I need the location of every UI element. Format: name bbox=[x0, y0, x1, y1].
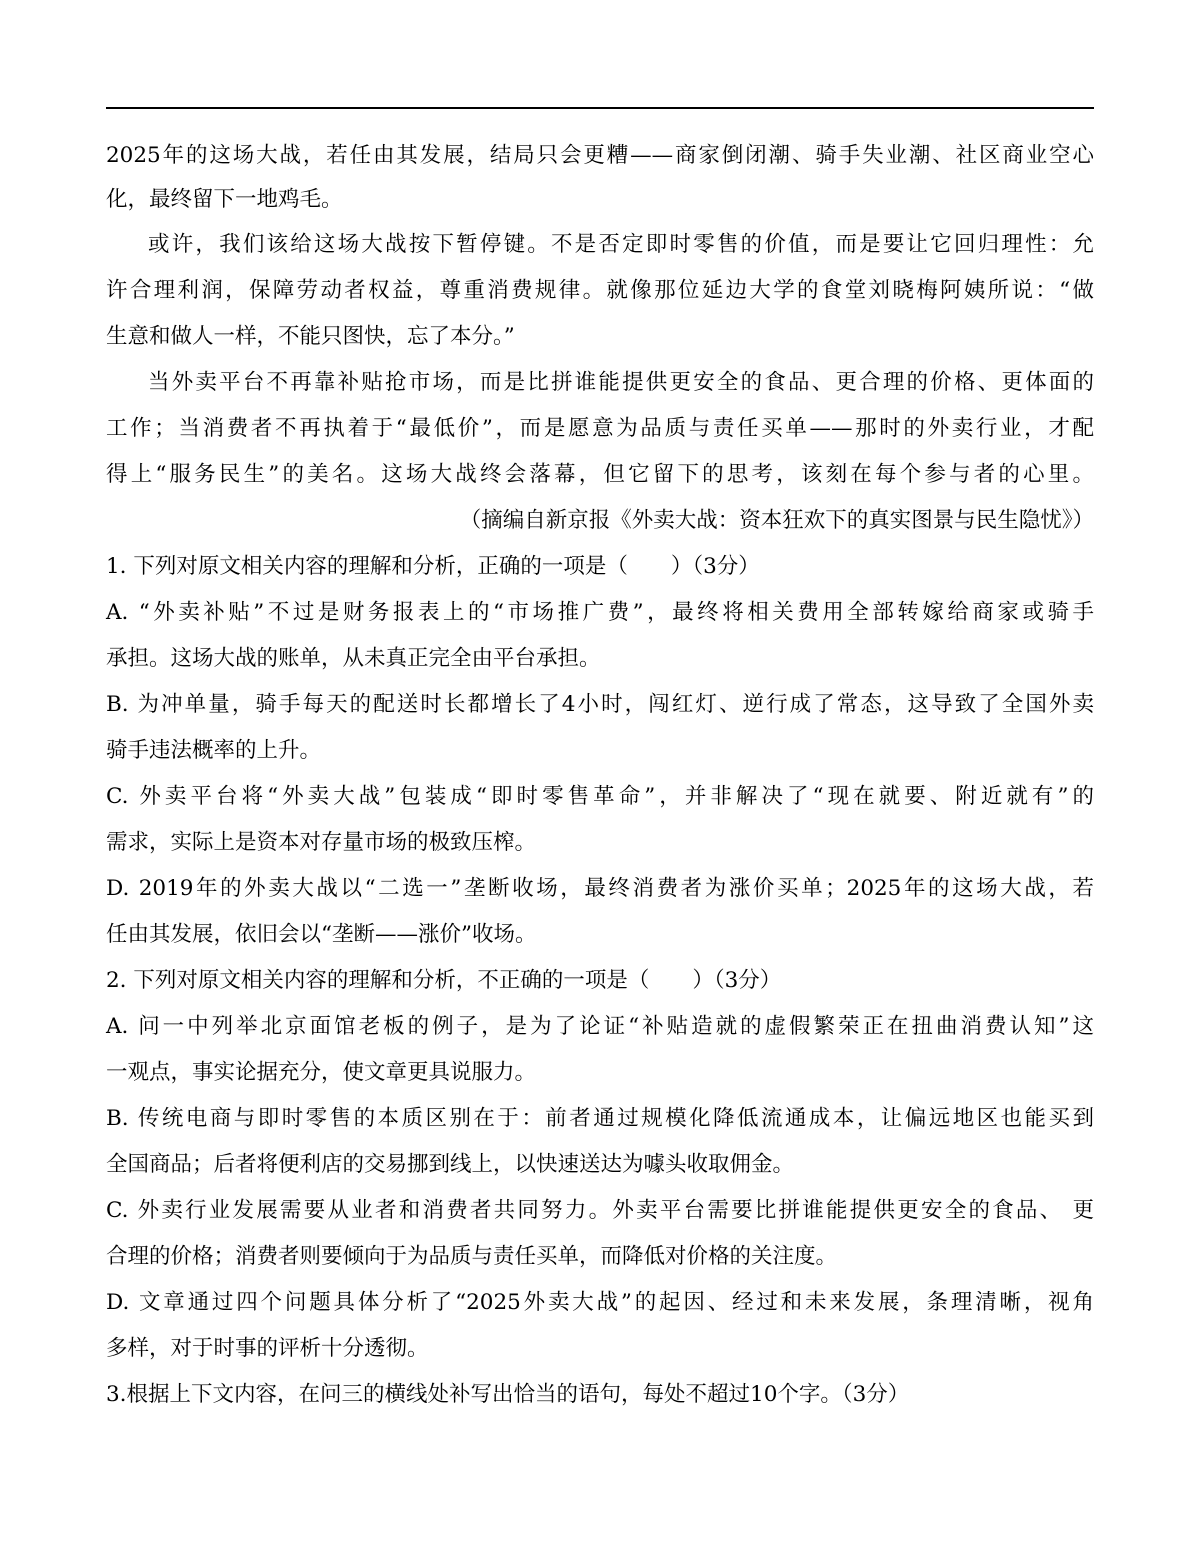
question-1-option-d: D. 2019年的外卖大战以“二选一”垄断收场，最终消费者为涨价买单；2025年的这场大战，若 bbox=[106, 876, 1094, 901]
question-1-option-b: B. 为冲单量，骑手每天的配送时长都增长了4小时，闯红灯、逆行成了常态，这导致了全国外卖 bbox=[106, 692, 1094, 717]
passage-line: 2025年的这场大战，若任由其发展，结局只会更糟——商家倒闭潮、骑手失业潮、社区商业空心 bbox=[106, 143, 1094, 168]
passage-line: 化，最终留下一地鸡毛。 bbox=[106, 187, 343, 212]
question-1-option-c: C. 外卖平台将“外卖大战”包装成“即时零售革命”，并非解决了“现在就要、附近就有”的 bbox=[106, 784, 1094, 809]
passage-source: （摘编自新京报《外卖大战：资本狂欢下的真实图景与民生隐忧》） bbox=[459, 508, 1094, 533]
question-2-option-b-cont: 全国商品；后者将便利店的交易挪到线上，以快速送达为噱头收取佣金。 bbox=[106, 1152, 795, 1177]
question-2-option-c-cont: 合理的价格；消费者则要倾向于为品质与责任买单，而降低对价格的关注度。 bbox=[106, 1244, 838, 1269]
question-1-option-d-cont: 任由其发展，依旧会以“垄断——涨价”收场。 bbox=[106, 922, 537, 947]
question-2-option-b: B. 传统电商与即时零售的本质区别在于：前者通过规模化降低流通成本，让偏远地区也能买到 bbox=[106, 1106, 1094, 1131]
question-2-option-c: C. 外卖行业发展需要从业者和消费者共同努力。外卖平台需要比拼谁能提供更安全的食品、 更 bbox=[106, 1198, 1094, 1223]
question-1-option-c-cont: 需求，实际上是资本对存量市场的极致压榨。 bbox=[106, 830, 537, 855]
passage-line: 或许，我们该给这场大战按下暂停键。不是否定即时零售的价值，而是要让它回归理性：允 bbox=[148, 232, 1094, 257]
question-1-stem: 1. 下列对原文相关内容的理解和分析，正确的一项是（ ）（3分） bbox=[106, 554, 760, 579]
question-2-option-d: D. 文章通过四个问题具体分析了“2025外卖大战”的起因、经过和未来发展，条理清晰，视角 bbox=[106, 1290, 1094, 1315]
question-2-option-a-cont: 一观点，事实论据充分，使文章更具说服力。 bbox=[106, 1060, 537, 1085]
header-rule bbox=[106, 107, 1094, 109]
question-1-option-b-cont: 骑手违法概率的上升。 bbox=[106, 738, 322, 763]
passage-line: 工作；当消费者不再执着于“最低价”，而是愿意为品质与责任买单——那时的外卖行业，才配 bbox=[106, 416, 1094, 441]
passage-line: 生意和做人一样，不能只图快，忘了本分。” bbox=[106, 324, 515, 349]
question-2-option-d-cont: 多样，对于时事的评析十分透彻。 bbox=[106, 1336, 429, 1361]
question-1-option-a-cont: 承担。这场大战的账单，从未真正完全由平台承担。 bbox=[106, 646, 601, 671]
question-1-option-a: A. “外卖补贴”不过是财务报表上的“市场推广费”，最终将相关费用全部转嫁给商家或骑手 bbox=[106, 600, 1094, 625]
question-2-stem: 2. 下列对原文相关内容的理解和分析，不正确的一项是（ ）（3分） bbox=[106, 968, 782, 993]
passage-line: 当外卖平台不再靠补贴抢市场，而是比拼谁能提供更安全的食品、更合理的价格、更体面的 bbox=[148, 370, 1094, 395]
question-3-stem: 3.根据上下文内容，在问三的横线处补写出恰当的语句，每处不超过10个字。（3分） bbox=[106, 1382, 910, 1407]
question-2-option-a: A. 问一中列举北京面馆老板的例子，是为了论证“补贴造就的虚假繁荣正在扭曲消费认知”这 bbox=[106, 1014, 1094, 1039]
passage-line: 得上“服务民生”的美名。这场大战终会落幕，但它留下的思考，该刻在每个参与者的心里。 bbox=[106, 462, 1094, 487]
passage-line: 许合理利润，保障劳动者权益，尊重消费规律。就像那位延边大学的食堂刘晓梅阿姨所说：“做 bbox=[106, 278, 1094, 303]
